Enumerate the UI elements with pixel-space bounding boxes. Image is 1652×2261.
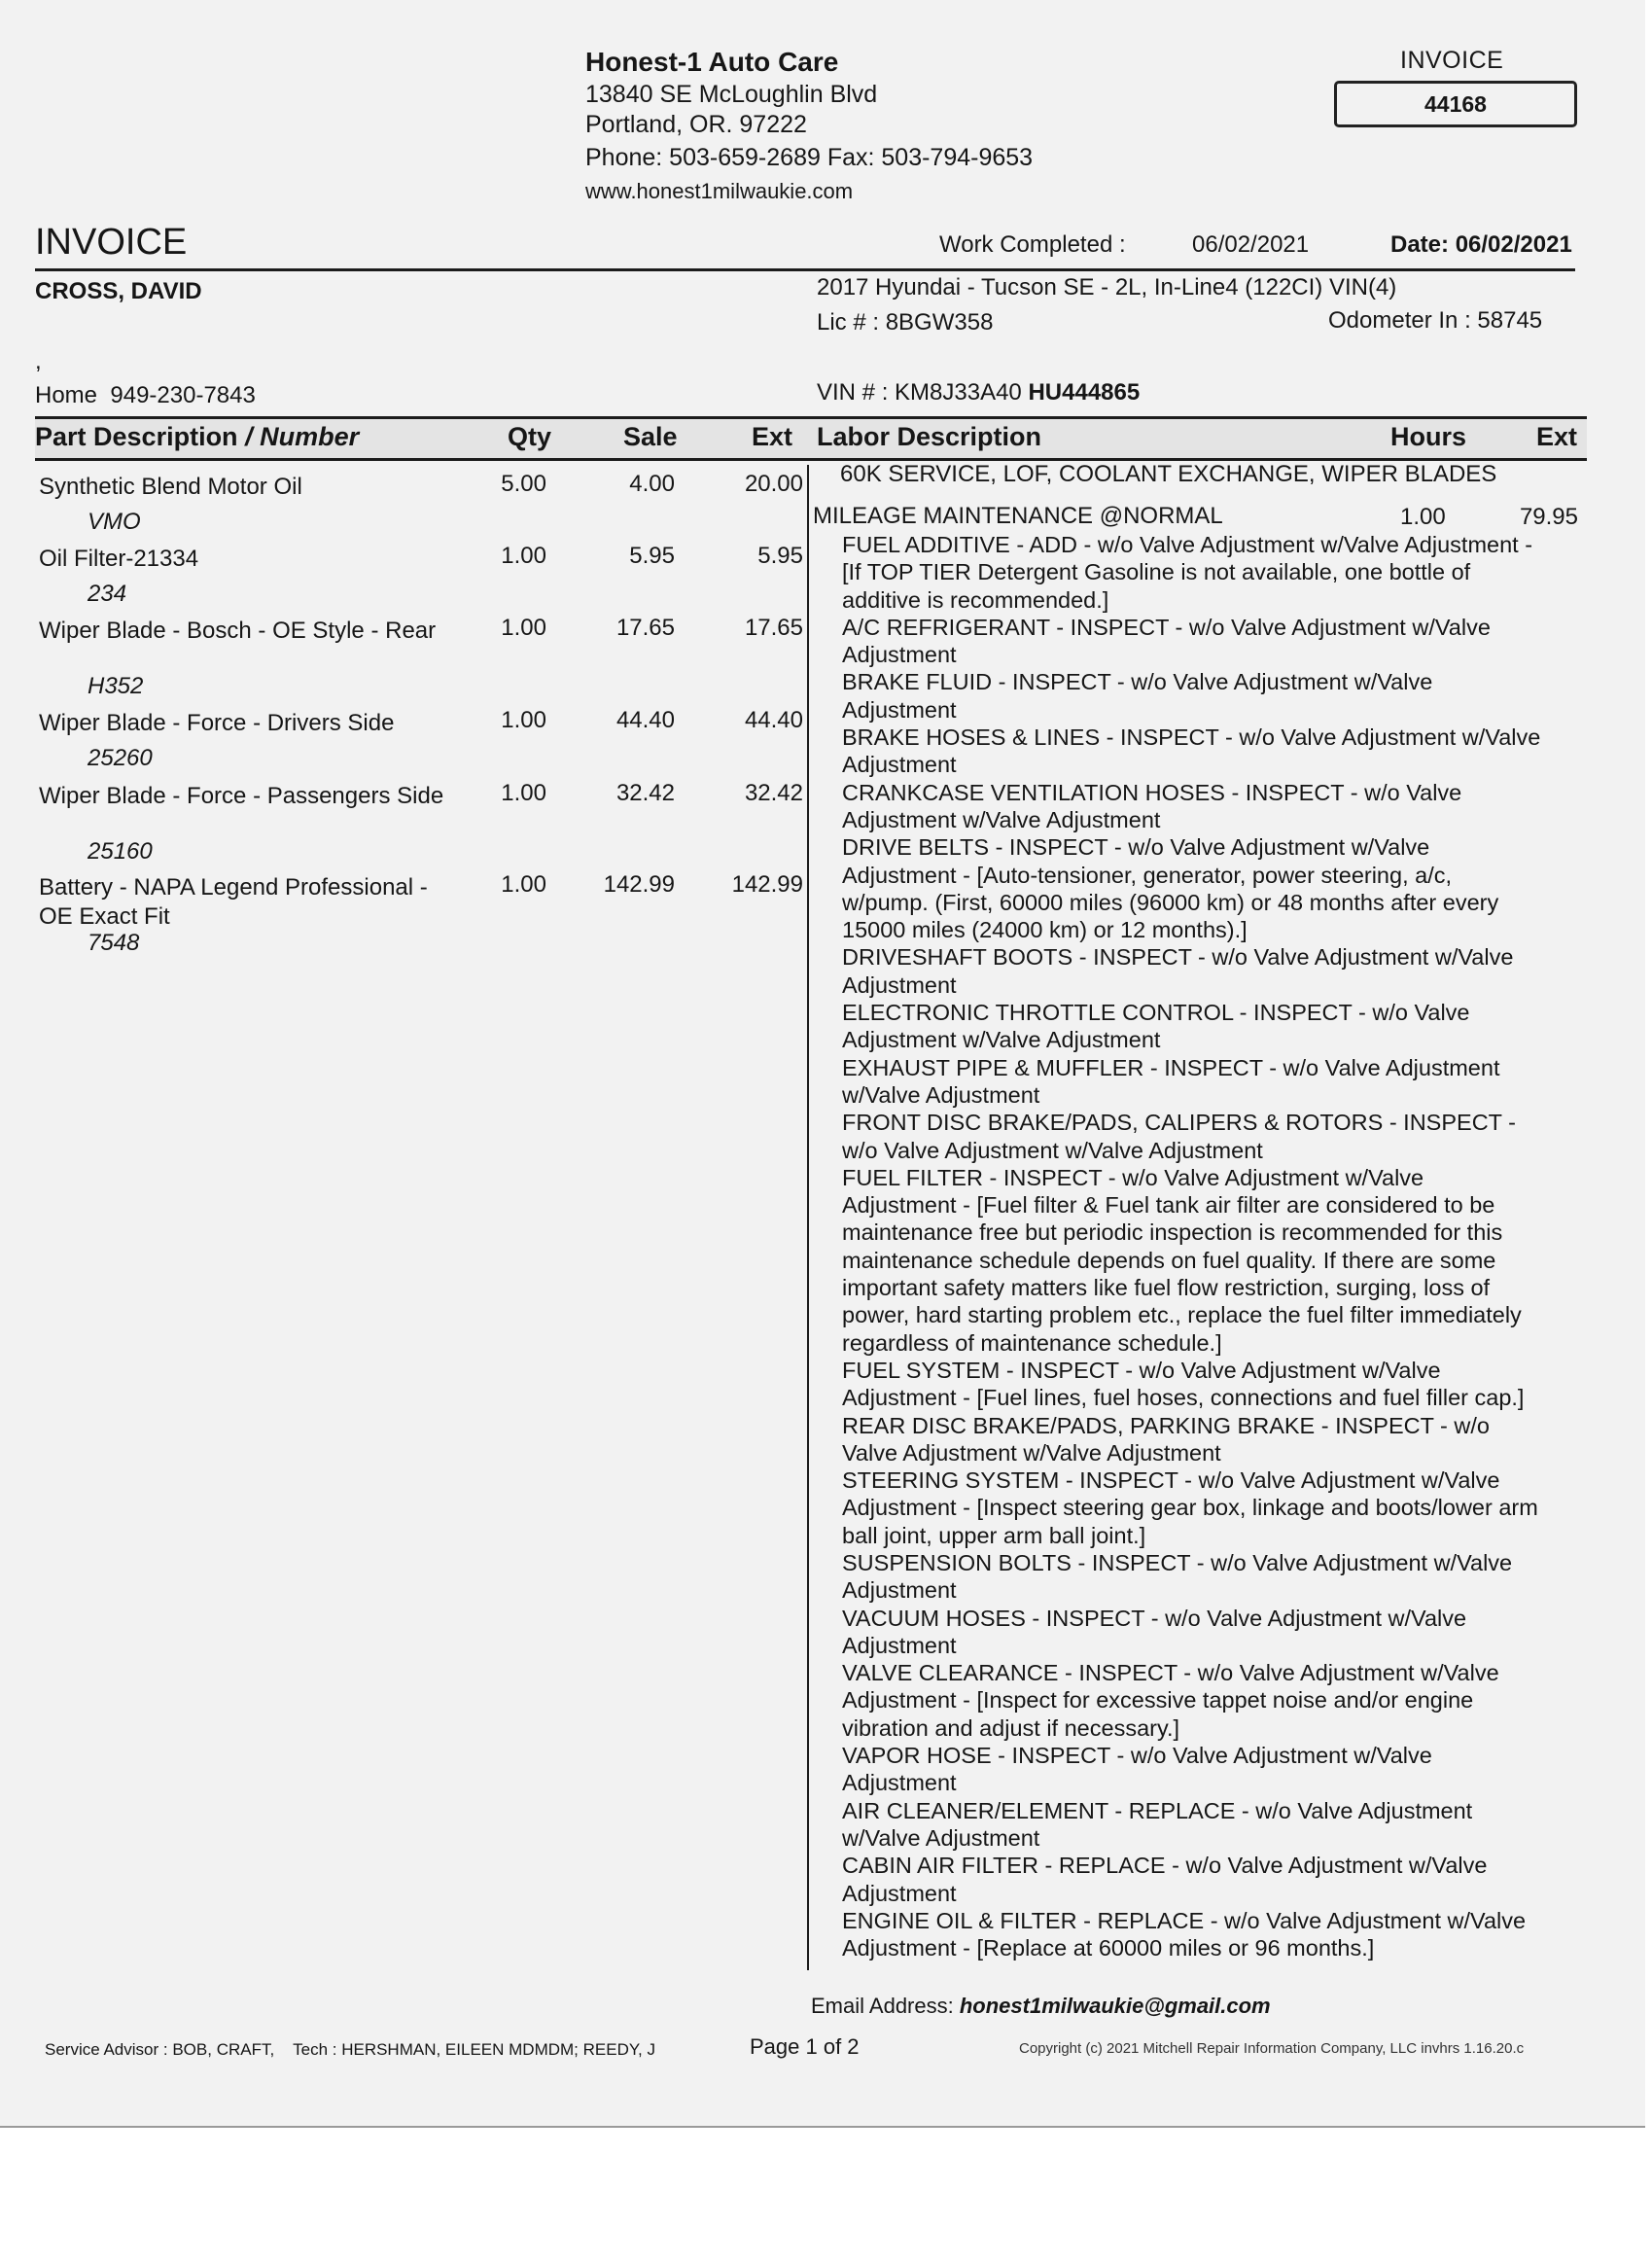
labor-line: DRIVESHAFT BOOTS - INSPECT - w/o Valve Adjustment w/Valve — [842, 944, 1514, 971]
labor-line: w/pump. (First, 60000 miles (96000 km) or 48 months after every — [842, 889, 1499, 915]
labor-line: Adjustment - [Replace at 60000 miles or 96 months.] — [842, 1935, 1375, 1961]
customer-address-comma: , — [35, 348, 42, 374]
service-advisor-label: Service Advisor : — [45, 2040, 168, 2059]
service-advisor-value: BOB, CRAFT, — [172, 2040, 275, 2059]
labor-line: ENGINE OIL & FILTER - REPLACE - w/o Valve Adjustment w/Valve — [842, 1907, 1527, 1933]
part-number: 7548 — [88, 930, 140, 956]
labor-line: FUEL SYSTEM - INSPECT - w/o Valve Adjustment w/Valve — [842, 1357, 1441, 1383]
part-number: 25260 — [88, 745, 153, 771]
labor-line: Adjustment — [842, 972, 957, 998]
part-sale: 142.99 — [603, 871, 675, 898]
labor-ext: 79.95 — [1519, 504, 1578, 530]
part-qty: 1.00 — [501, 780, 546, 806]
labor-line: FRONT DISC BRAKE/PADS, CALIPERS & ROTORS - INSPECT - — [842, 1110, 1516, 1136]
license-plate — [817, 309, 993, 336]
part-qty: 1.00 — [501, 615, 546, 641]
copyright: Copyright (c) 2021 Mitchell Repair Information Company, LLC invhrs 1.16.20.c — [1019, 2040, 1525, 2057]
part-sale: 4.00 — [629, 471, 675, 497]
part-number: VMO — [88, 509, 141, 535]
lic-value: 8BGW358 — [885, 309, 994, 336]
company-name: Honest-1 Auto Care — [585, 47, 839, 77]
part-description: Wiper Blade - Bosch - OE Style - Rear — [39, 618, 437, 644]
tech-value: HERSHMAN, EILEEN MDMDM; REEDY, J — [341, 2040, 655, 2059]
odometer-label: Odometer In : — [1328, 307, 1471, 334]
labor-line: important safety matters like fuel flow restriction, surging, loss of — [842, 1275, 1491, 1301]
page-title: INVOICE — [35, 222, 188, 263]
invoice-number: 44168 — [1424, 91, 1487, 117]
labor-line: w/Valve Adjustment — [842, 1081, 1040, 1108]
labor-line: 15000 miles (24000 km) or 12 months).] — [842, 917, 1248, 943]
company-address-1: 13840 SE McLoughlin Blvd — [585, 81, 878, 108]
vin-suffix: HU444865 — [1028, 379, 1141, 406]
phone-label: Home — [35, 382, 98, 408]
labor-job-title: 60K SERVICE, LOF, COOLANT EXCHANGE, WIPER BLADES — [840, 461, 1497, 487]
part-ext: 17.65 — [744, 615, 803, 641]
labor-line: Adjustment — [842, 1770, 957, 1796]
vin-prefix: KM8J33A40 — [895, 379, 1022, 406]
labor-line: ELECTRONIC THROTTLE CONTROL - INSPECT - w/o Valve — [842, 1000, 1470, 1026]
part-ext: 5.95 — [757, 543, 803, 569]
date-label: Date: — [1390, 231, 1450, 258]
labor-line: SUSPENSION BOLTS - INSPECT - w/o Valve Adjustment w/Valve — [842, 1549, 1513, 1575]
vehicle-description: 2017 Hyundai - Tucson SE - 2L, In-Line4 (122CI) VIN(4) — [817, 274, 1397, 300]
labor-line: ball joint, upper arm ball joint.] — [842, 1522, 1146, 1548]
labor-line: Adjustment — [842, 1632, 957, 1658]
col-sale: Sale — [623, 422, 678, 451]
col-labor-description: Labor Description — [817, 422, 1042, 451]
labor-details — [842, 531, 1581, 1961]
part-qty: 1.00 — [501, 543, 546, 569]
odometer — [1328, 307, 1542, 335]
labor-line: BRAKE HOSES & LINES - INSPECT - w/o Valve Adjustment w/Valve — [842, 724, 1541, 751]
part-description: Battery - NAPA Legend Professional - OE Exact Fit — [39, 874, 428, 930]
part-description: Oil Filter-21334 — [39, 546, 199, 572]
part-sale: 44.40 — [615, 707, 675, 733]
labor-line: BRAKE FLUID - INSPECT - w/o Valve Adjustment w/Valve — [842, 669, 1433, 695]
labor-line: regardless of maintenance schedule.] — [842, 1329, 1222, 1356]
labor-line: Adjustment — [842, 1880, 957, 1906]
labor-line: Adjustment w/Valve Adjustment — [842, 806, 1161, 832]
part-sale: 17.65 — [615, 615, 675, 641]
col-labor-ext: Ext — [1536, 422, 1578, 451]
labor-line: Adjustment — [842, 642, 957, 668]
work-completed-date: 06/02/2021 — [1192, 231, 1310, 258]
labor-line: VACUUM HOSES - INSPECT - w/o Valve Adjustment w/Valve — [842, 1605, 1467, 1631]
vin — [817, 379, 1140, 406]
labor-operation-description: MILEAGE MAINTENANCE @NORMAL — [813, 503, 1223, 529]
labor-line: FUEL FILTER - INSPECT - w/o Valve Adjustment w/Valve — [842, 1164, 1424, 1190]
company-website: www.honest1milwaukie.com — [585, 179, 854, 203]
part-sale: 32.42 — [615, 780, 675, 806]
labor-line: Adjustment — [842, 1577, 957, 1604]
company-phone-fax: Phone: 503-659-2689 Fax: 503-794-9653 — [585, 144, 1034, 171]
labor-line: Adjustment - [Inspect for excessive tappet noise and/or engine — [842, 1687, 1474, 1713]
labor-line: Adjustment - [Inspect steering gear box, linkage and boots/lower arm — [842, 1495, 1538, 1521]
part-sale: 5.95 — [629, 543, 675, 569]
labor-line: additive is recommended.] — [842, 586, 1109, 613]
col-qty: Qty — [508, 422, 552, 451]
labor-line: Adjustment w/Valve Adjustment — [842, 1027, 1161, 1053]
labor-line: Adjustment — [842, 696, 957, 723]
labor-line: EXHAUST PIPE & MUFFLER - INSPECT - w/o Valve Adjustment — [842, 1054, 1500, 1080]
part-number: 25160 — [88, 838, 153, 865]
labor-line: VAPOR HOSE - INSPECT - w/o Valve Adjustment w/Valve — [842, 1743, 1432, 1769]
part-description: Synthetic Blend Motor Oil — [39, 474, 302, 500]
labor-line: Valve Adjustment w/Valve Adjustment — [842, 1439, 1221, 1466]
phone-value: 949-230-7843 — [110, 382, 256, 408]
part-ext: 142.99 — [731, 871, 803, 898]
work-completed-label: Work Completed : — [939, 231, 1126, 258]
column-divider — [807, 465, 809, 1970]
part-qty: 1.00 — [501, 871, 546, 898]
labor-line: [If TOP TIER Detergent Gasoline is not available, one bottle of — [842, 559, 1471, 585]
part-qty: 1.00 — [501, 707, 546, 733]
email-link[interactable]: honest1milwaukie@gmail.com — [959, 1994, 1271, 2018]
part-qty: 5.00 — [501, 471, 546, 497]
invoice-number-box — [1334, 81, 1577, 127]
labor-line: CABIN AIR FILTER - REPLACE - w/o Valve Adjustment w/Valve — [842, 1853, 1488, 1879]
labor-line: Adjustment - [Fuel lines, fuel hoses, connections and fuel filler cap.] — [842, 1385, 1525, 1411]
service-advisor — [45, 2040, 655, 2060]
company-address-2: Portland, OR. 97222 — [585, 111, 807, 138]
part-ext: 44.40 — [744, 707, 803, 733]
col-part-number-label: / Number — [245, 422, 360, 451]
date-value: 06/02/2021 — [1455, 231, 1572, 258]
part-ext: 32.42 — [744, 780, 803, 806]
part-number: H352 — [88, 673, 144, 699]
invoice-label: INVOICE — [1400, 47, 1504, 74]
labor-operation-row — [813, 503, 1223, 530]
email-label: Email Address: — [811, 1994, 954, 2018]
page-number: Page 1 of 2 — [750, 2034, 860, 2059]
labor-line: maintenance schedule depends on fuel quality. If there are some — [842, 1247, 1496, 1273]
labor-line: w/o Valve Adjustment w/Valve Adjustment — [842, 1137, 1263, 1163]
labor-hours: 1.00 — [1400, 504, 1446, 530]
labor-line: REAR DISC BRAKE/PADS, PARKING BRAKE - INSPECT - w/o — [842, 1412, 1490, 1438]
part-ext: 20.00 — [744, 471, 803, 497]
labor-line: VALVE CLEARANCE - INSPECT - w/o Valve Adjustment w/Valve — [842, 1660, 1499, 1686]
labor-line: Adjustment — [842, 752, 957, 778]
part-description: Wiper Blade - Force - Drivers Side — [39, 710, 395, 736]
labor-line: AIR CLEANER/ELEMENT - REPLACE - w/o Valve Adjustment — [842, 1797, 1473, 1823]
labor-line: Adjustment - [Auto-tensioner, generator, power steering, a/c, — [842, 862, 1453, 888]
customer-name: CROSS, DAVID — [35, 278, 202, 304]
labor-line: CRANKCASE VENTILATION HOSES - INSPECT - w/o Valve — [842, 779, 1462, 805]
odometer-value: 58745 — [1477, 307, 1543, 334]
customer-phone — [35, 382, 256, 409]
part-number: 234 — [88, 581, 127, 607]
vin-label: VIN # : — [817, 379, 889, 406]
labor-line: Adjustment - [Fuel filter & Fuel tank air filter are considered to be — [842, 1192, 1495, 1219]
col-part-description-label: Part Description — [35, 422, 238, 451]
part-description: Wiper Blade - Force - Passengers Side — [39, 783, 444, 809]
tech-label: Tech : — [293, 2040, 337, 2059]
labor-line: power, hard starting problem etc., replace the fuel filter immediately — [842, 1302, 1522, 1328]
labor-line: w/Valve Adjustment — [842, 1824, 1040, 1851]
lic-label: Lic # : — [817, 309, 880, 336]
header-rule — [35, 268, 1575, 271]
labor-line: FUEL ADDITIVE - ADD - w/o Valve Adjustment w/Valve Adjustment - — [842, 532, 1533, 557]
col-hours: Hours — [1390, 422, 1467, 451]
labor-line: STEERING SYSTEM - INSPECT - w/o Valve Adjustment w/Valve — [842, 1467, 1500, 1494]
col-part-description — [35, 422, 359, 452]
labor-line: A/C REFRIGERANT - INSPECT - w/o Valve Adjustment w/Valve — [842, 614, 1491, 640]
email-line — [811, 1994, 1271, 2019]
labor-line: vibration and adjust if necessary.] — [842, 1714, 1180, 1741]
invoice-date — [1390, 231, 1572, 259]
col-part-ext: Ext — [752, 422, 793, 451]
labor-line: DRIVE BELTS - INSPECT - w/o Valve Adjustment w/Valve — [842, 834, 1430, 861]
labor-line: maintenance free but periodic inspection is recommended for this — [842, 1219, 1503, 1246]
